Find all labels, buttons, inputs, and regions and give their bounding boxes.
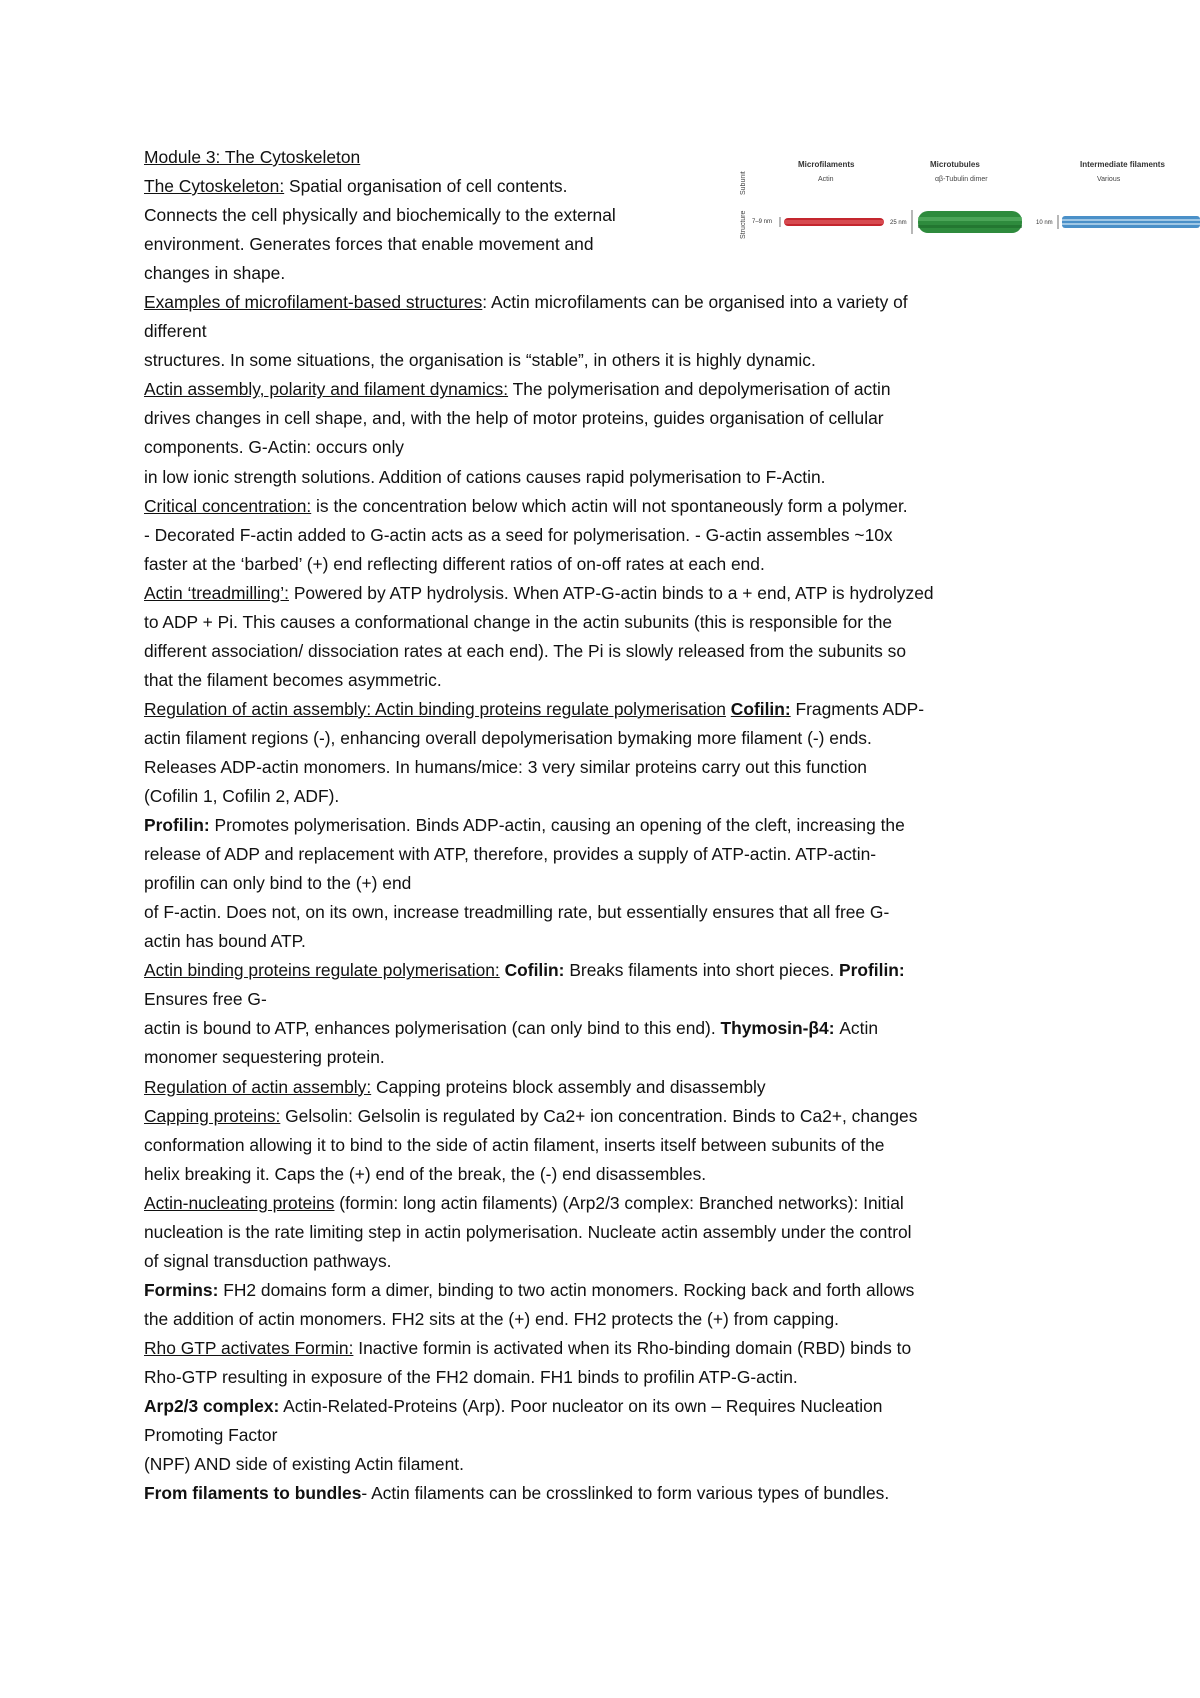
intro-line-1: Spatial organisation of cell contents. — [284, 176, 568, 197]
formins-label: Formins: — [144, 1279, 219, 1300]
formins-section — [144, 1276, 1064, 1334]
capping-line-1: Gelsolin: Gelsolin is regulated by Ca2+ ion concentration. Binds to Ca2+, changes — [280, 1105, 918, 1126]
regulation-section — [144, 695, 1064, 811]
binding-line-3b: Actin — [834, 1018, 878, 1039]
figure-row-label-structure: Structure — [740, 210, 747, 239]
figure-col-subunit-tubulin: αβ-Tubulin dimer — [935, 176, 988, 183]
nucleating-label: Actin-nucleating proteins — [144, 1192, 335, 1213]
intro-line-2: Connects the cell physically and biochemically to the external — [144, 205, 616, 226]
treadmill-line-3: different association/ dissociation rates at each end). The Pi is slowly released from the subunits so — [144, 640, 907, 661]
arp-section — [144, 1392, 1064, 1479]
regulation-line-1: Fragments ADP- — [790, 698, 925, 719]
profilin-section — [144, 811, 1064, 956]
nucleating-section — [144, 1189, 1064, 1276]
bundles-label: From filaments to bundles — [144, 1483, 362, 1504]
profilin-line-2: release of ADP and replacement with ATP, therefore, provides a supply of ATP-actin. ATP-actin- — [144, 844, 877, 865]
examples-label: Examples of microfilament-based structures — [144, 292, 483, 313]
binding-line-4: monomer sequestering protein. — [144, 1047, 385, 1068]
critical-line-3: faster at the ‘barbed’ (+) end reflecting different ratios of on-off rates at each end. — [144, 553, 765, 574]
capping-regulation-section — [144, 1073, 1064, 1102]
intro-section — [144, 172, 1064, 288]
treadmill-line-2: to ADP + Pi. This causes a conformational change in the actin subunits (this is responsible for the — [144, 611, 893, 632]
regulation-line-3: Releases ADP-actin monomers. In humans/mice: 3 very similar proteins carry out this function — [144, 756, 867, 777]
assembly-line-2: drives changes in cell shape, and, with the help of motor proteins, guides organisation of cellular — [144, 408, 884, 429]
capping-line-3: helix breaking it. Caps the (+) end of the break, the (-) end disassembles. — [144, 1163, 707, 1184]
rho-line-2: Rho-GTP resulting in exposure of the FH2 domain. FH1 binds to profilin ATP-G-actin. — [144, 1366, 798, 1387]
formins-line-2: the addition of actin monomers. FH2 sits at the (+) end. FH2 protects the (+) from capping. — [144, 1308, 839, 1329]
assembly-line-3: components. G-Actin: occurs only — [144, 437, 405, 458]
intro-line-3: environment. Generates forces that enable movement and — [144, 234, 594, 255]
figure-dim-microfilament: 7–9 nm — [752, 219, 773, 225]
critical-line-2: - Decorated F-actin added to G-actin acts as a seed for polymerisation. - G-actin assembles ~10x — [144, 524, 893, 545]
capping-section — [144, 1102, 1064, 1189]
capping-regulation-label: Regulation of actin assembly: — [144, 1076, 372, 1097]
critical-line-1: is the concentration below which actin will not spontaneously form a polymer. — [311, 495, 908, 516]
binding-cofilin-label: Cofilin: — [504, 960, 565, 981]
binding-profilin-label: Profilin: — [839, 960, 905, 981]
binding-line-2: Ensures free G- — [144, 989, 267, 1010]
treadmill-section — [144, 579, 1064, 695]
figure-dim-intermediate: 10 nm — [1036, 220, 1053, 226]
arp-line-2: Promoting Factor — [144, 1425, 278, 1446]
capping-label: Capping proteins: — [144, 1105, 281, 1126]
assembly-section — [144, 375, 1064, 491]
capping-line-2: conformation allowing it to bind to the side of actin filament, inserts itself between subunits of the — [144, 1134, 885, 1155]
regulation-line-4: (Cofilin 1, Cofilin 2, ADF). — [144, 786, 340, 807]
binding-line-3a: actin is bound to ATP, enhances polymerisation (can only bind to this end). — [144, 1018, 721, 1039]
nucleating-line-1: (formin: long actin filaments) (Arp2/3 complex: Branched networks): Initial — [334, 1192, 904, 1213]
formins-line-1: FH2 domains form a dimer, binding to two actin monomers. Rocking back and forth allows — [218, 1279, 915, 1300]
arp-label: Arp2/3 complex: — [144, 1396, 280, 1417]
intermediate-filament-shape — [1062, 216, 1200, 228]
figure-col-title-microtubules: Microtubules — [930, 160, 980, 169]
bundles-line-1: - Actin filaments can be crosslinked to form various types of bundles. — [361, 1483, 890, 1504]
nucleating-line-3: of signal transduction pathways. — [144, 1250, 392, 1271]
critical-section — [144, 492, 1064, 579]
regulation-cofilin-label: Cofilin: — [730, 698, 791, 719]
profilin-line-3: profilin can only bind to the (+) end — [144, 873, 412, 894]
treadmill-label: Actin ‘treadmilling’: — [144, 582, 289, 603]
intro-line-4: changes in shape. — [144, 263, 286, 284]
binding-section — [144, 956, 1064, 1072]
treadmill-line-1: Powered by ATP hydrolysis. When ATP-G-actin binds to a + end, ATP is hydrolyzed — [288, 582, 934, 603]
assembly-line-4: in low ionic strength solutions. Addition of cations causes rapid polymerisation to F-Actin. — [144, 466, 826, 487]
treadmill-line-4: that the filament becomes asymmetric. — [144, 669, 442, 690]
rho-section — [144, 1334, 1064, 1392]
examples-line-1: : Actin microfilaments can be organised into a variety of — [482, 292, 908, 313]
binding-cofilin-text: Breaks filaments into short pieces. — [564, 960, 839, 981]
profilin-line-5: actin has bound ATP. — [144, 931, 306, 952]
capping-regulation-line-1: Capping proteins block assembly and disassembly — [371, 1076, 766, 1097]
assembly-label: Actin assembly, polarity and filament dynamics: — [144, 379, 509, 400]
regulation-line-2: actin filament regions (-), enhancing overall depolymerisation bymaking more filament (-) ends. — [144, 727, 872, 748]
arp-line-3: (NPF) AND side of existing Actin filament. — [144, 1454, 464, 1475]
examples-section — [144, 288, 1064, 375]
document-body — [144, 143, 1064, 1508]
critical-label: Critical concentration: — [144, 495, 312, 516]
figure-dim-microtubule: 25 nm — [890, 220, 907, 226]
figure-col-title-intermediate: Intermediate filaments — [1080, 160, 1165, 169]
profilin-line-1: Promotes polymerisation. Binds ADP-actin, causing an opening of the cleft, increasing the — [209, 815, 905, 836]
binding-thymosin-label: Thymosin-β4: — [720, 1018, 835, 1039]
rho-label: Rho GTP activates Formin: — [144, 1337, 354, 1358]
figure-col-title-microfilaments: Microfilaments — [798, 160, 855, 169]
assembly-line-1: The polymerisation and depolymerisation of actin — [508, 379, 891, 400]
examples-line-2: different — [144, 321, 207, 342]
examples-line-3: structures. In some situations, the organisation is “stable”, in others it is highly dynamic. — [144, 350, 816, 371]
page-title: Module 3: The Cytoskeleton — [144, 147, 361, 167]
figure-row-label-subunit: Subunit — [740, 171, 747, 195]
intro-label: The Cytoskeleton: — [144, 176, 285, 197]
bundles-section — [144, 1479, 1064, 1508]
nucleating-line-2: nucleation is the rate limiting step in actin polymerisation. Nucleate actin assembly under the control — [144, 1221, 912, 1242]
profilin-line-4: of F-actin. Does not, on its own, increase treadmilling rate, but essentially ensures that all free G- — [144, 902, 890, 923]
figure-col-subunit-actin: Actin — [818, 176, 834, 183]
figure-col-subunit-various: Various — [1097, 176, 1121, 183]
profilin-label: Profilin: — [144, 815, 210, 836]
arp-line-1: Actin-Related-Proteins (Arp). Poor nucleator on its own – Requires Nucleation — [279, 1396, 883, 1417]
binding-label: Actin binding proteins regulate polymerisation: — [144, 960, 500, 981]
rho-line-1: Inactive formin is activated when its Rho-binding domain (RBD) binds to — [353, 1337, 912, 1358]
regulation-label: Regulation of actin assembly: Actin binding proteins regulate polymerisation — [144, 698, 726, 719]
